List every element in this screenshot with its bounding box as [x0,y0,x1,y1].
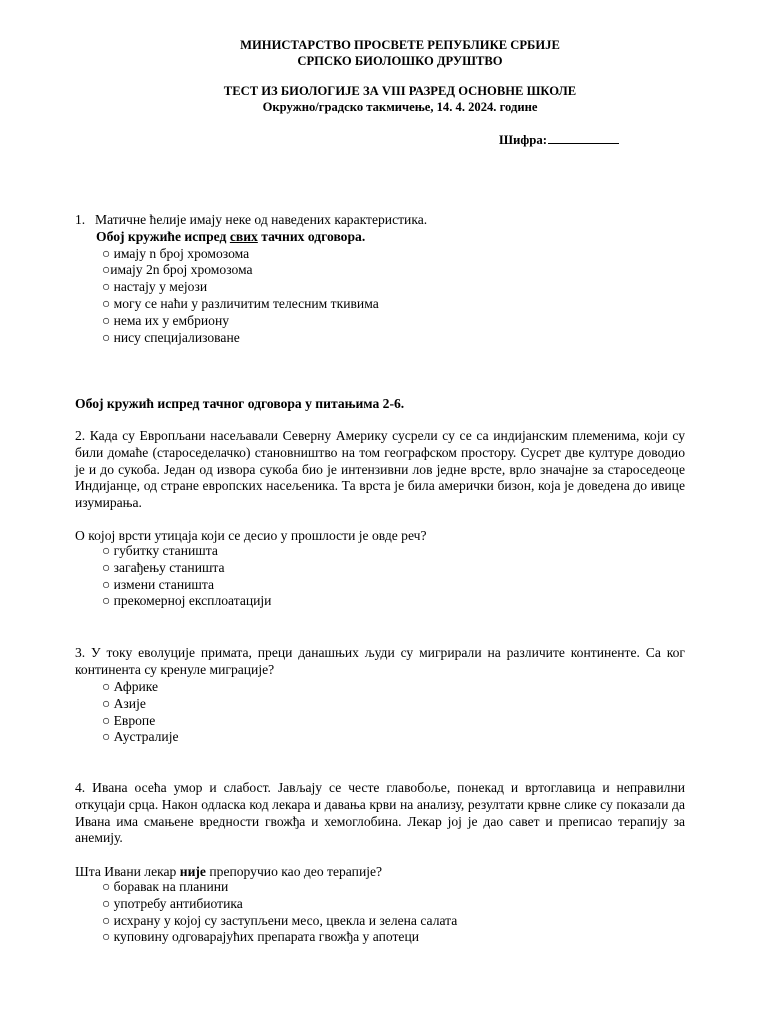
question-1-instruction: Обој кружиће испред свих тачних одговора. [96,228,366,244]
question-4-option: ○ употребу антибиотика [102,895,243,911]
question-1-option: ○ могу се наћи у различитим телесним ткивима [102,295,379,311]
question-2-option: ○ измени станишта [102,576,214,592]
code-label: Шифра: [499,133,548,147]
question-3-text: 3. У току еволуције примата, преци данашњих људи су мигрирали на различите континенте. Са ког континента су кренуле миграције? [75,645,685,677]
header-competition: Окружно/градско такмичење, 14. 4. 2024. године [262,99,538,114]
question-3-options [75,679,179,746]
question-1-option: ○имају 2n број хромозома [102,262,253,278]
code-field [499,131,619,149]
question-1-number: 1. [75,212,86,227]
question-4-text: 4. Ивана осећа умор и слабост. Јављају се честе главобоље, понекад и вртоглавица и неправилни откуцаји срца. Након одласка код лекара и давања крви на анализу, резултати крвне слике су показали да Ивана има смањене вредности гвожђа и хемоглобина. Лекар јој је дао савет и преписао терапију за анемију. [75,780,685,846]
code-blank-line [548,131,619,144]
question-1-option: ○ нема их у ембриону [102,312,230,328]
question-2-question: О којој врсти утицаја који се десио у прошлости је овде реч? [75,528,427,543]
header-society: СРПСКО БИОЛОШКО ДРУШТВО [297,53,503,68]
header-ministry: МИНИСТАРСТВО ПРОСВЕТЕ РЕПУБЛИКЕ СРБИЈЕ [240,38,560,52]
question-3-option: ○ Африке [102,679,159,694]
question-4-option: ○ боравак на планини [102,879,229,894]
question-4-emphasis: није [179,864,206,879]
question-1-option: ○ нису специјализоване [102,329,240,345]
document-header [0,38,768,115]
question-2-option: ○ губитку станишта [102,543,218,558]
question-2-option: ○ загађењу станишта [102,559,225,575]
question-3-option: ○ Европе [102,712,156,728]
question-1-text: Матичне ћелије имају неке од наведених карактеристика. [95,212,428,227]
question-4-options [75,879,457,946]
question-3-option: ○ Аустралије [102,729,179,745]
question-4-option: ○ куповину одговарајућих препарата гвожђа у апотеци [102,929,419,945]
header-test-title: ТЕСТ ИЗ БИОЛОГИЈЕ ЗА VIII РАЗРЕД ОСНОВНЕ ШКОЛЕ [223,84,577,98]
question-1-option: ○ имају n број хромозома [102,245,250,261]
question-3-option: ○ Азије [102,695,146,711]
question-2-text: 2. Када су Европљани насељавали Северну Америку сусрели су се са индијанским племенима, који су били домаће (староседелачко) становништво на том географском простору. Сусрет две културе доводио је и до сукоба. Један од извора сукоба био је интензивни лов једне врсте, врло значајне за староседеоце Индијанце, од стране европских насељеника. Та врста је била амерички бизон, која је доведена до ивице изумирања. [75,428,685,511]
question-4-question: Шта Ивани лекар није препоручио као део терапије? [75,864,383,879]
question-4-option: ○ исхрану у којој су заступљени месо, цвекла и зелена салата [102,912,458,928]
question-1 [75,212,695,346]
question-2-option: ○ прекомерној експлоатацији [102,593,272,609]
question-2-options [75,543,271,610]
section-instruction: Обој кружић испред тачног одговора у питањима 2-6. [75,396,405,411]
question-1-option: ○ настају у мејози [102,279,208,295]
